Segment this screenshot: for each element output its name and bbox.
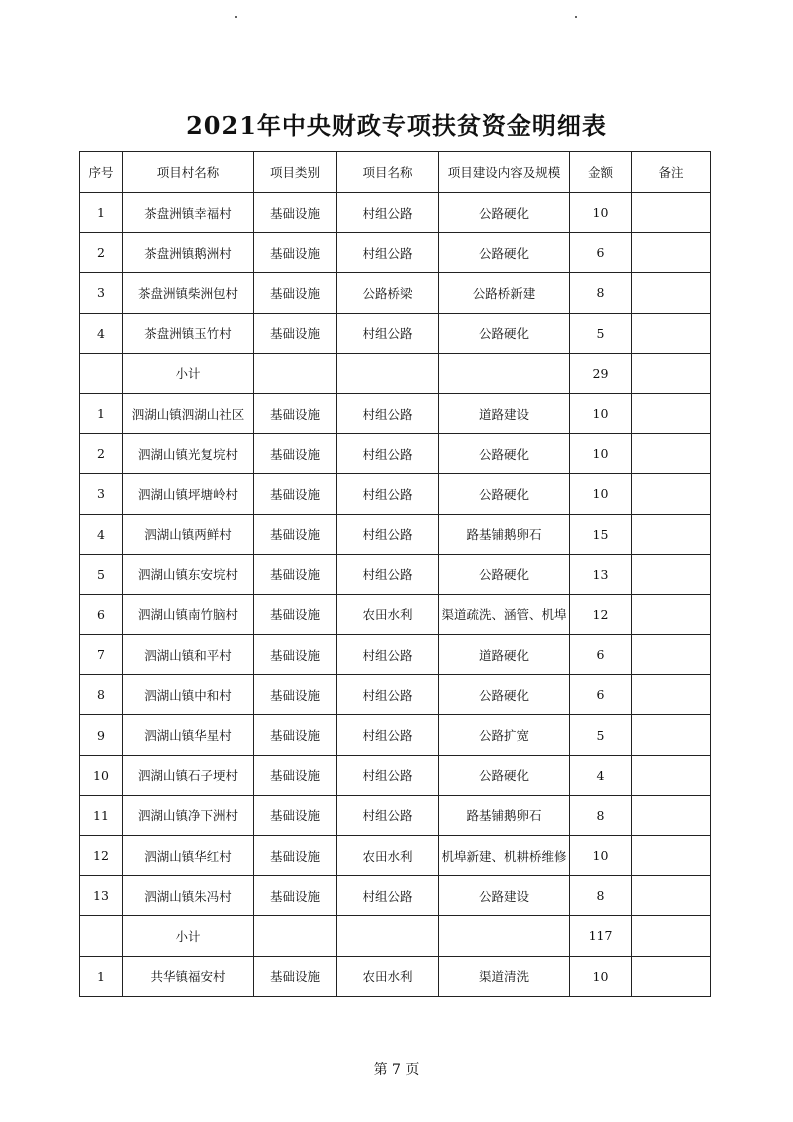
cell-project: 农田水利 bbox=[337, 836, 439, 876]
cell-remark bbox=[632, 755, 711, 795]
cell-amount: 6 bbox=[570, 675, 632, 715]
cell-category: 基础设施 bbox=[254, 554, 337, 594]
cell-index: 10 bbox=[80, 755, 123, 795]
header-project: 项目名称 bbox=[337, 152, 439, 193]
cell-village: 泗湖山镇泗湖山社区 bbox=[123, 393, 254, 433]
cell-village: 泗湖山镇两鲜村 bbox=[123, 514, 254, 554]
cell-content: 渠道疏洗、涵管、机埠 bbox=[439, 594, 570, 634]
cell-village: 茶盘洲镇鹅洲村 bbox=[123, 233, 254, 273]
cell-amount: 10 bbox=[570, 193, 632, 233]
cell-village: 泗湖山镇南竹脑村 bbox=[123, 594, 254, 634]
cell-content bbox=[439, 353, 570, 393]
cell-remark bbox=[632, 273, 711, 313]
cell-project: 村组公路 bbox=[337, 514, 439, 554]
cell-category: 基础设施 bbox=[254, 434, 337, 474]
cell-content: 路基铺鹅卵石 bbox=[439, 514, 570, 554]
table-row bbox=[80, 273, 711, 313]
cell-village: 泗湖山镇和平村 bbox=[123, 635, 254, 675]
header-content: 项目建设内容及规模 bbox=[439, 152, 570, 193]
cell-index: 11 bbox=[80, 795, 123, 835]
cell-content: 公路建设 bbox=[439, 876, 570, 916]
cell-category: 基础设施 bbox=[254, 313, 337, 353]
cell-content: 机埠新建、机耕桥维修 bbox=[439, 836, 570, 876]
table-row bbox=[80, 836, 711, 876]
cell-index: 4 bbox=[80, 514, 123, 554]
cell-index: 9 bbox=[80, 715, 123, 755]
cell-village: 泗湖山镇石子埂村 bbox=[123, 755, 254, 795]
cell-content: 公路扩宽 bbox=[439, 715, 570, 755]
cell-category: 基础设施 bbox=[254, 393, 337, 433]
subtotal-row bbox=[80, 353, 711, 393]
cell-project: 村组公路 bbox=[337, 635, 439, 675]
cell-index: 1 bbox=[80, 193, 123, 233]
cell-index bbox=[80, 353, 123, 393]
table-row bbox=[80, 795, 711, 835]
cell-content: 道路建设 bbox=[439, 393, 570, 433]
cell-content bbox=[439, 916, 570, 956]
cell-village: 小计 bbox=[123, 916, 254, 956]
header-index: 序号 bbox=[80, 152, 123, 193]
cell-village: 茶盘洲镇玉竹村 bbox=[123, 313, 254, 353]
cell-remark bbox=[632, 876, 711, 916]
cell-project: 村组公路 bbox=[337, 795, 439, 835]
cell-index: 3 bbox=[80, 474, 123, 514]
cell-content: 渠道清洗 bbox=[439, 956, 570, 996]
cell-category: 基础设施 bbox=[254, 956, 337, 996]
cell-index: 3 bbox=[80, 273, 123, 313]
table-row bbox=[80, 474, 711, 514]
page-number: 第 7 页 bbox=[373, 1062, 420, 1078]
cell-remark bbox=[632, 836, 711, 876]
cell-category: 基础设施 bbox=[254, 273, 337, 313]
cell-project: 村组公路 bbox=[337, 755, 439, 795]
cell-index: 2 bbox=[80, 233, 123, 273]
cell-index bbox=[80, 916, 123, 956]
cell-index: 8 bbox=[80, 675, 123, 715]
cell-remark bbox=[632, 233, 711, 273]
table-row bbox=[80, 594, 711, 634]
table-row bbox=[80, 393, 711, 433]
cell-category: 基础设施 bbox=[254, 876, 337, 916]
cell-amount: 10 bbox=[570, 393, 632, 433]
cell-project bbox=[337, 353, 439, 393]
table-row bbox=[80, 876, 711, 916]
cell-amount: 6 bbox=[570, 635, 632, 675]
scan-mark-right bbox=[575, 16, 577, 18]
cell-amount: 10 bbox=[570, 474, 632, 514]
cell-project: 村组公路 bbox=[337, 554, 439, 594]
cell-category: 基础设施 bbox=[254, 795, 337, 835]
cell-village: 泗湖山镇中和村 bbox=[123, 675, 254, 715]
cell-content: 公路硬化 bbox=[439, 434, 570, 474]
cell-content: 道路硬化 bbox=[439, 635, 570, 675]
cell-content: 公路硬化 bbox=[439, 233, 570, 273]
cell-remark bbox=[632, 434, 711, 474]
cell-remark bbox=[632, 715, 711, 755]
cell-amount: 12 bbox=[570, 594, 632, 634]
cell-amount: 8 bbox=[570, 273, 632, 313]
cell-index: 12 bbox=[80, 836, 123, 876]
cell-village: 泗湖山镇净下洲村 bbox=[123, 795, 254, 835]
cell-index: 4 bbox=[80, 313, 123, 353]
table-row bbox=[80, 675, 711, 715]
cell-project: 农田水利 bbox=[337, 956, 439, 996]
cell-remark bbox=[632, 594, 711, 634]
cell-village: 泗湖山镇坪塘岭村 bbox=[123, 474, 254, 514]
cell-amount: 6 bbox=[570, 233, 632, 273]
cell-amount: 4 bbox=[570, 755, 632, 795]
cell-project bbox=[337, 916, 439, 956]
cell-amount: 5 bbox=[570, 715, 632, 755]
cell-amount: 10 bbox=[570, 956, 632, 996]
cell-project: 村组公路 bbox=[337, 233, 439, 273]
cell-category: 基础设施 bbox=[254, 836, 337, 876]
cell-remark bbox=[632, 353, 711, 393]
cell-content: 公路硬化 bbox=[439, 675, 570, 715]
page-title: 2021年中央财政专项扶贫资金明细表 bbox=[186, 111, 607, 140]
cell-category bbox=[254, 353, 337, 393]
cell-amount: 8 bbox=[570, 876, 632, 916]
cell-index: 6 bbox=[80, 594, 123, 634]
table-row bbox=[80, 313, 711, 353]
table-row bbox=[80, 193, 711, 233]
scan-mark-left bbox=[235, 16, 237, 18]
cell-remark bbox=[632, 635, 711, 675]
cell-remark bbox=[632, 956, 711, 996]
cell-category: 基础设施 bbox=[254, 635, 337, 675]
cell-village: 小计 bbox=[123, 353, 254, 393]
cell-village: 泗湖山镇华星村 bbox=[123, 715, 254, 755]
cell-index: 1 bbox=[80, 393, 123, 433]
cell-remark bbox=[632, 313, 711, 353]
cell-index: 5 bbox=[80, 554, 123, 594]
cell-project: 村组公路 bbox=[337, 675, 439, 715]
cell-village: 泗湖山镇光复垸村 bbox=[123, 434, 254, 474]
cell-village: 泗湖山镇朱冯村 bbox=[123, 876, 254, 916]
cell-content: 公路硬化 bbox=[439, 755, 570, 795]
header-amount: 金额 bbox=[570, 152, 632, 193]
cell-content: 路基铺鹅卵石 bbox=[439, 795, 570, 835]
cell-village: 共华镇福安村 bbox=[123, 956, 254, 996]
cell-amount: 10 bbox=[570, 434, 632, 474]
cell-index: 13 bbox=[80, 876, 123, 916]
cell-content: 公路硬化 bbox=[439, 193, 570, 233]
cell-project: 农田水利 bbox=[337, 594, 439, 634]
fund-detail-table bbox=[79, 151, 711, 997]
cell-content: 公路桥新建 bbox=[439, 273, 570, 313]
cell-remark bbox=[632, 916, 711, 956]
cell-content: 公路硬化 bbox=[439, 313, 570, 353]
table-row bbox=[80, 514, 711, 554]
cell-amount: 8 bbox=[570, 795, 632, 835]
cell-project: 村组公路 bbox=[337, 193, 439, 233]
table-row bbox=[80, 956, 711, 996]
cell-category: 基础设施 bbox=[254, 474, 337, 514]
table-header-row bbox=[80, 152, 711, 193]
cell-category: 基础设施 bbox=[254, 594, 337, 634]
cell-village: 茶盘洲镇柴洲包村 bbox=[123, 273, 254, 313]
cell-index: 2 bbox=[80, 434, 123, 474]
cell-village: 泗湖山镇华红村 bbox=[123, 836, 254, 876]
cell-category: 基础设施 bbox=[254, 755, 337, 795]
cell-village: 泗湖山镇东安垸村 bbox=[123, 554, 254, 594]
header-category: 项目类别 bbox=[254, 152, 337, 193]
cell-project: 村组公路 bbox=[337, 715, 439, 755]
table-row bbox=[80, 554, 711, 594]
header-village: 项目村名称 bbox=[123, 152, 254, 193]
cell-village: 茶盘洲镇幸福村 bbox=[123, 193, 254, 233]
subtotal-row bbox=[80, 916, 711, 956]
cell-amount: 10 bbox=[570, 836, 632, 876]
cell-amount: 117 bbox=[570, 916, 632, 956]
table-row bbox=[80, 233, 711, 273]
cell-category: 基础设施 bbox=[254, 193, 337, 233]
cell-remark bbox=[632, 474, 711, 514]
cell-category: 基础设施 bbox=[254, 675, 337, 715]
cell-index: 7 bbox=[80, 635, 123, 675]
header-remark: 备注 bbox=[632, 152, 711, 193]
cell-category: 基础设施 bbox=[254, 514, 337, 554]
cell-category bbox=[254, 916, 337, 956]
table-row bbox=[80, 635, 711, 675]
cell-category: 基础设施 bbox=[254, 715, 337, 755]
cell-remark bbox=[632, 193, 711, 233]
cell-project: 村组公路 bbox=[337, 393, 439, 433]
cell-project: 公路桥梁 bbox=[337, 273, 439, 313]
cell-remark bbox=[632, 393, 711, 433]
cell-remark bbox=[632, 554, 711, 594]
cell-project: 村组公路 bbox=[337, 313, 439, 353]
cell-project: 村组公路 bbox=[337, 474, 439, 514]
table-row bbox=[80, 715, 711, 755]
table-row bbox=[80, 434, 711, 474]
cell-amount: 13 bbox=[570, 554, 632, 594]
cell-amount: 29 bbox=[570, 353, 632, 393]
cell-remark bbox=[632, 514, 711, 554]
cell-category: 基础设施 bbox=[254, 233, 337, 273]
table-row bbox=[80, 755, 711, 795]
cell-content: 公路硬化 bbox=[439, 474, 570, 514]
cell-index: 1 bbox=[80, 956, 123, 996]
cell-project: 村组公路 bbox=[337, 434, 439, 474]
cell-content: 公路硬化 bbox=[439, 554, 570, 594]
cell-amount: 5 bbox=[570, 313, 632, 353]
cell-project: 村组公路 bbox=[337, 876, 439, 916]
cell-remark bbox=[632, 795, 711, 835]
cell-remark bbox=[632, 675, 711, 715]
cell-amount: 15 bbox=[570, 514, 632, 554]
